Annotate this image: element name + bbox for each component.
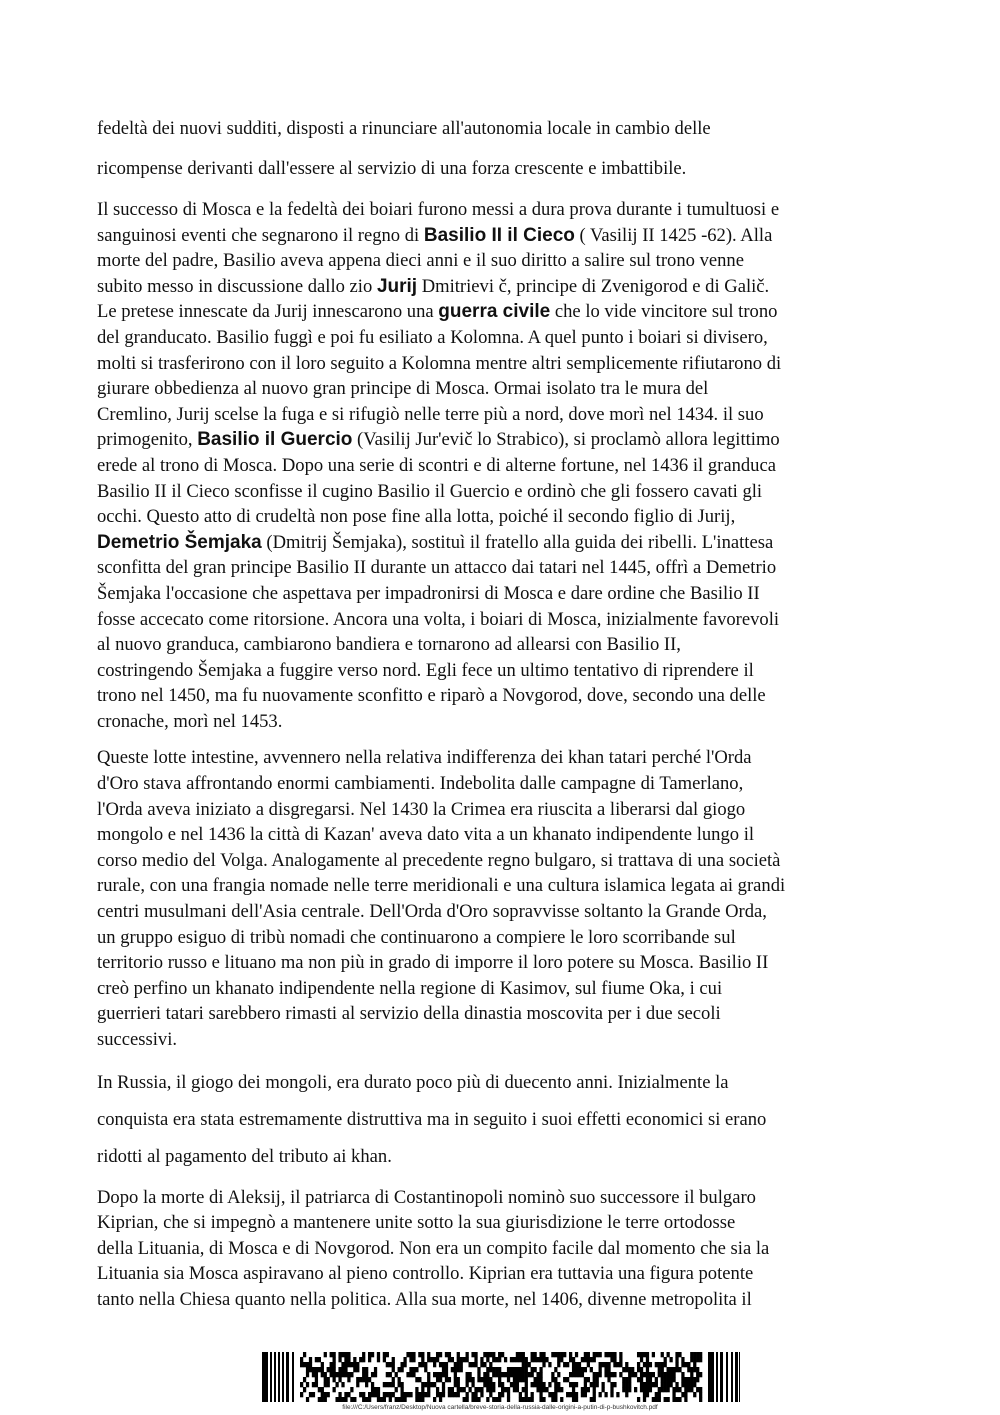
bold-term-basilio-il-guercio: Basilio il Guercio	[197, 429, 353, 451]
text-run: Il successo di Mosca e la fedeltà dei boiari furono messi a dura prova durante i tumultuosi e sanguinosi eventi che segnarono il regno di	[97, 199, 780, 246]
bold-term-demetrio-semjaka: Demetrio Šemjaka	[97, 531, 262, 553]
document-page	[97, 110, 912, 1324]
text-run: (Dmitrij Šemjaka), sostituì il fratello alla guida dei ribelli. L'inattesa sconfitta del gran principe Basilio II durante un attacco dai tatari nel 1445, offrì a Demetrio Šemjaka l'occasione che aspettava per impadronirsi di Mosca e dare ordine che Basilio II fosse accecato come ritorsione. Ancora una volta, i boiari di Mosca, inizialmente favorevoli al nuovo granduca, cambiarono bandiera e tornarono ad allearsi con Basilio II, costringendo Šemjaka a fuggire verso nord. Egli fece un ultimo tentativo di riprendere il trono nel 1450, ma fu nuovamente sconfitto e riparò a Novgorod, dove, secondo una delle cronache, morì nel 1453.	[97, 531, 780, 732]
paragraph-continuation-line-1: fedeltà dei nuovi sudditi, disposti a rinunciare all'autonomia locale in cambio delle	[97, 118, 711, 139]
paragraph-continuation-line-2: ricompense derivanti dall'essere al servizio di una forza crescente e imbattibile.	[97, 158, 687, 179]
bold-term-jurij: Jurij	[376, 275, 418, 297]
paragraph-giogo-mongoli: In Russia, il giogo dei mongoli, era durato poco più di duecento anni. Inizialmente la conquista era stata estremamente distruttiva ma in seguito i suoi effetti economici si erano ridotti al pagamento del tributo ai khan.	[97, 1071, 767, 1167]
text-run: ( Vasilij II 1425 -62). Alla morte del padre, Basilio aveva appena dieci anni e il suo diritto a salire sul trono venne subito messo in discussione dallo zio	[97, 224, 773, 297]
text-run: che lo vide vincitore sul trono del granducato. Basilio fuggì e poi fu esiliato a Kolomna. A quel punto i boiari si divisero, molti si trasferirono con il loro seguito a Kolomna mentre altri semplicemente rifiutarono di giurare obbedienza al nuovo gran principe di Mosca. Ormai isolato tra le mura del Cremlino, Jurij scelse la fuga e si rifugiò nelle terre più a nord, dove morì nel 1434. il suo primogenito,	[97, 301, 782, 451]
paragraph-kiprian: Dopo la morte di Aleksij, il patriarca di Costantinopoli nominò suo successore il bulgaro Kiprian, che si impegnò a mantenere unite sotto la sua giurisdizione le terre ortodosse della Lituania, di Mosca e di Novgorod. Non era un compito facile dal momento che sia la Lituania sia Mosca aspiravano al pieno controllo. Kiprian era tuttavia una figura potente tanto nella Chiesa quanto nella politica. Alla sua morte, nel 1406, divenne metropolita il	[97, 1186, 770, 1310]
text-run: Dmitrievi č, principe di Zvenigorod e di Galič. Le pretese innescate da Jurij innescarono una	[97, 275, 770, 323]
barcode-image	[262, 1352, 740, 1402]
bold-term-basilio-ii-il-cieco: Basilio II il Cieco	[423, 224, 575, 246]
bold-term-guerra-civile: guerra civile	[438, 301, 551, 323]
paragraph-basilio-ii	[97, 197, 912, 734]
footer-file-path: file:///C:/Users/franz/Desktop/Nuova cartella/breve-storia-della-russia-dalle-origini-a-putin-di-p-bushkovitch.pdf	[342, 1404, 658, 1411]
text-run: (Vasilij Jur'evič lo Strabico), si proclamò allora legittimo erede al trono di Mosca. Dopo una serie di scontri e di alterne fortune, nel 1436 il granduca Basilio II il Cieco sconfisse il cugino Basilio il Guercio e ordinò che gli fossero cavati gli occhi. Questo atto di crudeltà non pose fine alla lotta, poiché il secondo figlio di Jurij,	[97, 429, 780, 528]
paragraph-orda-doro: Queste lotte intestine, avvennero nella relativa indifferenza dei khan tatari perché l'Orda d'Oro stava affrontando enormi cambiamenti. Indebolita dalle campagne di Tamerlano, l'Orda aveva iniziato a disgregarsi. Nel 1430 la Crimea era riuscita a liberarsi dal giogo mongolo e nel 1436 la città di Kazan' aveva dato vita a un khanato indipendente lungo il corso medio del Volga. Analogamente al precedente regno bulgaro, si trattava di una società rurale, con una frangia nomade nelle terre meridionali e una cultura islamica legata ai grandi centri musulmani dell'Asia centrale. Dell'Orda d'Oro sopravvisse soltanto la Grande Orda, un gruppo esiguo di tribù nomadi che continuarono a compiere le loro scorribande sul territorio russo e lituano ma non più in grado di imporre il loro potere su Mosca. Basilio II creò perfino un khanato indipendente nella regione di Kasimov, sul fiume Oka, i cui guerrieri tatari sarebbero rimasti al servizio della dinastia moscovita per i due secoli successivi.	[97, 747, 786, 1050]
